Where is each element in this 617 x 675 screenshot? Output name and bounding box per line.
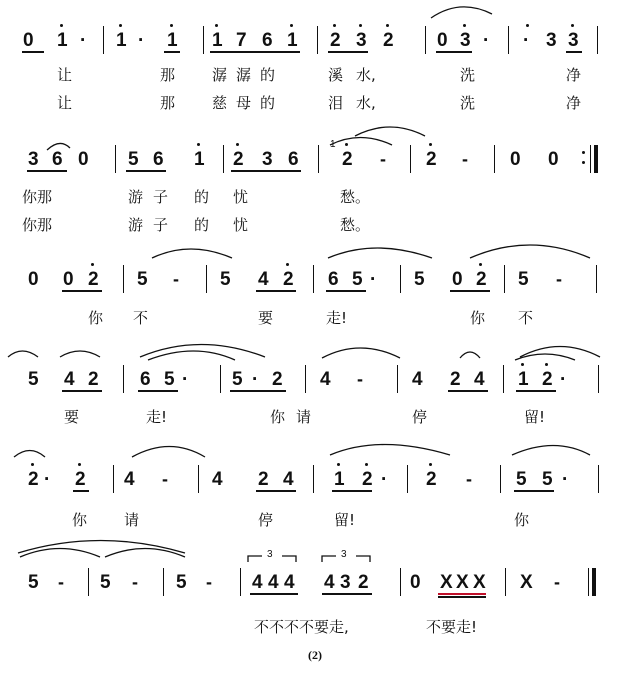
barline [163,568,164,596]
octave-dot [337,463,340,466]
barline [505,568,506,596]
octave-dot [345,143,348,146]
note: · [44,469,51,490]
lyric: 那 [160,66,176,84]
barline [597,26,598,54]
lyric: 不 [133,309,149,327]
barline [313,265,314,293]
note: 5 [28,572,39,593]
note: 6 [153,149,164,170]
note: X [456,572,469,593]
lyric: 留! [334,511,356,529]
barline [397,365,398,393]
barline [123,365,124,393]
red-underline [438,593,486,595]
underline [328,51,368,53]
barline [400,265,401,293]
note: 1 [57,30,68,51]
lyric: 的 [260,94,276,112]
note: 4 [124,469,135,490]
note: 4 [64,369,75,390]
lyric: 停 [258,511,274,529]
repeat-dot [582,151,585,154]
barline [223,145,224,173]
barline [598,365,599,393]
note: · [252,369,259,390]
note: · [483,30,490,51]
octave-dot [359,24,362,27]
triplet-number: 3 [267,549,273,560]
note: 3 [568,30,579,51]
dash: - [206,572,212,592]
barline [305,365,306,393]
note: 1 [116,30,127,51]
barline [596,265,597,293]
underline [164,51,180,53]
lyric: 要 [258,309,274,327]
octave-dot [333,24,336,27]
barline [508,26,509,54]
lyric: 游 [128,188,144,206]
lyric: 愁。 [340,188,371,206]
lyric: 不 [518,309,534,327]
note: 6 [262,30,273,51]
octave-dot [170,24,173,27]
final-barline [594,145,598,173]
note: 3 [460,30,471,51]
underline [514,490,554,492]
note: 2 [258,469,269,490]
note: 2 [330,30,341,51]
note: 2 [476,269,487,290]
lyric: 水, [356,66,376,84]
note: 6 [288,149,299,170]
lyric: 忧 [233,216,249,234]
note: 6 [52,149,63,170]
note: 5 [28,369,39,390]
note: 4 [258,269,269,290]
octave-dot [236,143,239,146]
octave-dot [119,24,122,27]
lyric: 净 [566,66,582,84]
final-barline [592,568,596,596]
note: 1 [287,30,298,51]
note: X [473,572,486,593]
note: 2 [272,369,283,390]
lyric: 忧 [233,188,249,206]
octave-dot [429,143,432,146]
page-number: (2) [308,648,322,662]
octave-dot [215,24,218,27]
note: 2 [88,369,99,390]
note: 2 [362,469,373,490]
barline [203,26,204,54]
underline [22,51,44,53]
barline [220,365,221,393]
barline [313,465,314,493]
lyric: 停 [412,408,428,426]
note: 5 [352,269,363,290]
barline [494,145,495,173]
octave-dot [197,143,200,146]
barline [410,145,411,173]
lyric: 游 [128,216,144,234]
note: 5 [516,469,527,490]
octave-dot [521,363,524,366]
barline [198,465,199,493]
lyric: 水, [356,94,376,112]
dash: - [162,469,168,489]
underline [438,596,486,598]
barline [206,265,207,293]
note: 0 [63,269,74,290]
note: · [560,369,567,390]
lyric: 你 [88,309,104,327]
note: 4 [212,469,223,490]
note: 5 [176,572,187,593]
lyric: 走! [326,309,348,327]
note: 1 [194,149,205,170]
dash: - [173,269,179,289]
underline [210,51,300,53]
underline [436,51,472,53]
lyric: 你那 [22,216,53,234]
dash: - [132,572,138,592]
lyric: 你 [470,309,486,327]
note: 2 [426,149,437,170]
note: 5 [100,572,111,593]
lyric: 溪 [328,66,344,84]
note: 1 [167,30,178,51]
note: 2 [342,149,353,170]
dash: - [58,572,64,592]
lyric: 慈 [212,94,228,112]
lyric: 请 [296,408,312,426]
barline [425,26,426,54]
underline [450,290,490,292]
grace-note: 1 [330,139,336,150]
note: 6 [328,269,339,290]
octave-dot [286,263,289,266]
note: 2 [283,269,294,290]
underline [62,290,102,292]
octave-dot [60,24,63,27]
barline [123,265,124,293]
note: 2 [383,30,394,51]
note: · [138,30,145,51]
underline [126,170,166,172]
lyric: 不不不不要走, [254,618,349,636]
note: 0 [452,269,463,290]
note: 1 [212,30,223,51]
note: 3 [546,30,557,51]
octave-dot [545,363,548,366]
dash: - [380,149,386,169]
barline [103,26,104,54]
note: 5 [137,269,148,290]
octave-dot [571,24,574,27]
note: 5 [518,269,529,290]
note: 0 [23,30,34,51]
note: 5 [414,269,425,290]
note: 2 [88,269,99,290]
note: 2 [426,469,437,490]
barline [407,465,408,493]
note: · [370,269,377,290]
lyric: 潺 [212,66,228,84]
lyric: 洗 [460,66,476,84]
barline [598,465,599,493]
note: 4 [412,369,423,390]
lyric: 你 [270,408,286,426]
barline [317,26,318,54]
underline [332,490,372,492]
barline [500,465,501,493]
note: X [520,572,533,593]
note: 0 [548,149,559,170]
underline [62,390,102,392]
note: 3 [340,572,351,593]
barline [504,265,505,293]
lyric: 不要走! [426,618,478,636]
note: 0 [510,149,521,170]
note: 2 [358,572,369,593]
barline [115,145,116,173]
repeat-dot [582,161,585,164]
lyric: 让 [57,66,73,84]
barline [88,568,89,596]
triplet-number: 3 [341,549,347,560]
underline [73,490,89,492]
octave-dot [526,24,529,27]
dash: - [357,369,363,389]
octave-dot [386,24,389,27]
octave-dot [78,463,81,466]
note: 5 [220,269,231,290]
lyric: 的 [260,66,276,84]
lyric: 的 [194,188,210,206]
lyric: 留! [524,408,546,426]
underline [448,390,488,392]
note: · [562,469,569,490]
note: 4 [268,572,279,593]
underline [566,51,582,53]
note: 0 [437,30,448,51]
lyric: 要 [64,408,80,426]
lyric: 请 [124,511,140,529]
note: 6 [140,369,151,390]
note: · [80,30,87,51]
barline [588,568,589,596]
note: 4 [252,572,263,593]
lyric: 潺 [236,66,252,84]
note: 4 [320,369,331,390]
underline [231,170,301,172]
lyric: 让 [57,94,73,112]
note: 5 [128,149,139,170]
note: 3 [28,149,39,170]
note: 2 [233,149,244,170]
lyric: 洗 [460,94,476,112]
note: 2 [542,369,553,390]
note: · [523,30,530,51]
lyric: 那 [160,94,176,112]
note: 4 [474,369,485,390]
note: 1 [518,369,529,390]
underline [230,390,286,392]
note: 3 [262,149,273,170]
underline [256,290,296,292]
underline [322,593,372,595]
note: 7 [236,30,247,51]
lyric: 泪 [328,94,344,112]
dash: - [466,469,472,489]
lyric: 净 [566,94,582,112]
note: 3 [356,30,367,51]
note: 4 [284,572,295,593]
lyric: 母 [236,94,252,112]
note: 2 [75,469,86,490]
lyric: 你 [514,511,530,529]
underline [326,290,366,292]
underline [250,593,298,595]
note: · [182,369,189,390]
octave-dot [429,463,432,466]
note: 2 [450,369,461,390]
underline [516,390,556,392]
lyric: 走! [146,408,168,426]
dash: - [462,149,468,169]
dash: - [556,269,562,289]
note: 4 [324,572,335,593]
note: 5 [232,369,243,390]
note: 0 [78,149,89,170]
barline [113,465,114,493]
note: 5 [164,369,175,390]
note: 0 [410,572,421,593]
note: 0 [28,269,39,290]
octave-dot [365,463,368,466]
octave-dot [463,24,466,27]
lyric: 愁。 [340,216,371,234]
note: · [381,469,388,490]
note: 5 [542,469,553,490]
barline [240,568,241,596]
note: X [440,572,453,593]
underline [138,390,178,392]
note: 2 [28,469,39,490]
lyric: 子 [153,216,169,234]
octave-dot [91,263,94,266]
lyric: 子 [153,188,169,206]
underline [256,490,296,492]
barline [503,365,504,393]
lyric: 你那 [22,188,53,206]
lyric: 的 [194,216,210,234]
dash: - [554,572,560,592]
barline [590,145,591,173]
note: 1 [334,469,345,490]
barline [400,568,401,596]
lyric: 你 [72,511,88,529]
octave-dot [290,24,293,27]
barline [318,145,319,173]
octave-dot [31,463,34,466]
note: 4 [283,469,294,490]
octave-dot [479,263,482,266]
underline [27,170,67,172]
